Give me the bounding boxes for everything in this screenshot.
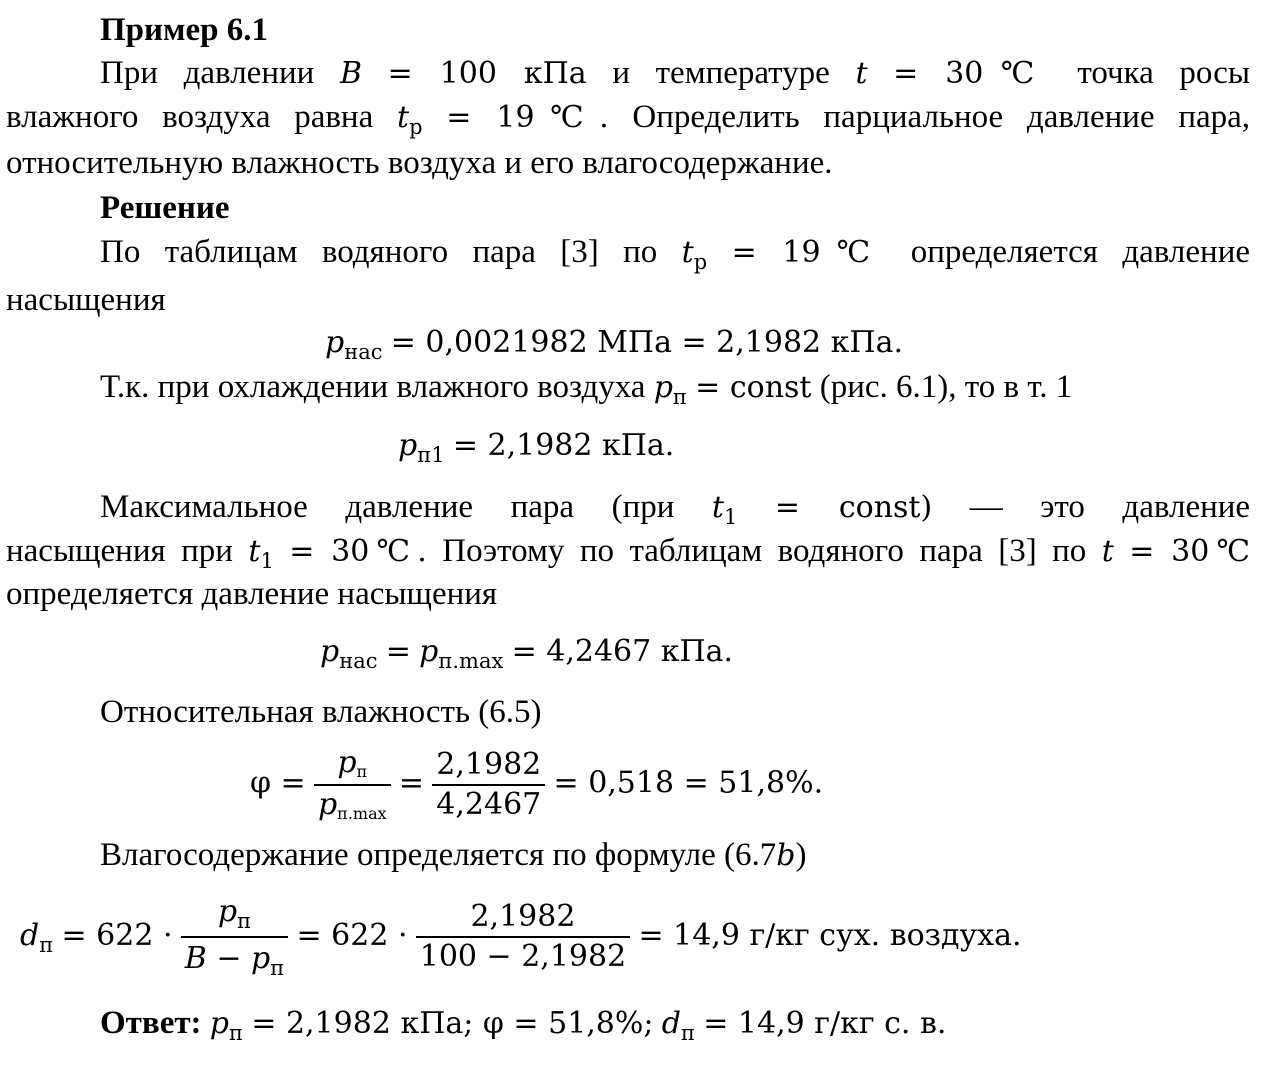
solution-line-6: определяется давление насыщения [6,576,498,612]
problem-line-1: При давлении B = 100 кПа и температуре t = 30℃ точка росы [100,55,1251,91]
solution-line-3: Т.к. при охлаждении влажного воздуха $p_п$ = const (рис. 6.1), то в т. 1 [100,369,1073,409]
example-title: Пример 6.1 [100,12,269,48]
answer-line: Ответ: $p_п = 2,1982$ кПа; φ = 51,8%; $d_п = 14,9$ г/кг с. в. [100,1005,947,1045]
equation-moisture: $d_п = 622$ · $\frac{p_п}{B - p_п}$ = 622 · $\frac{2,1982}{100 - 2,1982}$ = 14,9 г/кг сух. воздуха. [20,894,1022,981]
phi-fraction: $\frac{p_п}{p_{п.max}}$ [314,748,391,822]
solution-heading: Решение [100,190,230,226]
phi-values-fraction: $\frac{2,1982}{4,2467}$ [432,750,545,820]
problem-line-3: относительную влажность воздуха и его влагосодержание. [6,145,833,181]
equation-p1: $p_{п1} = 2,1982$ кПа. [398,428,675,467]
equation-p-sat: $p_{нас} = 0,0021982$ МПа = 2,1982 кПа. [325,325,904,364]
solution-line-7: Относительная влажность (6.5) [100,694,542,730]
solution-line-8: Влагосодержание определяется по формуле (6.7b) [100,837,807,873]
problem-line-2: влажного воздуха равна $t_р$ = 19℃. Определить парциальное давление пара, [6,99,1251,139]
solution-line-5: насыщения при $t_1$ = 30℃. Поэтому по таблицам водяного пара [3] по t = 30℃ [6,533,1251,573]
moisture-fraction: $\frac{p_п}{B - p_п}$ [181,895,288,979]
moisture-values-fraction: $\frac{2,1982}{100 - 2,1982}$ [416,902,630,972]
equation-p-max: $p_{нас} = p_{п.max} = 4,2467$ кПа. [320,634,734,673]
solution-line-1: По таблицам водяного пара [3] по $t_р$ = 19℃ определяется давление [100,234,1251,274]
solution-line-2: насыщения [6,282,166,318]
solution-line-4: Максимальное давление пара (при $t_1$ = const) — это давление [100,489,1251,529]
equation-phi: φ = $\frac{p_п}{p_{п.max}}$ = $\frac{2,1982}{4,2467}$ = 0,518 = 51,8%. [250,745,824,823]
